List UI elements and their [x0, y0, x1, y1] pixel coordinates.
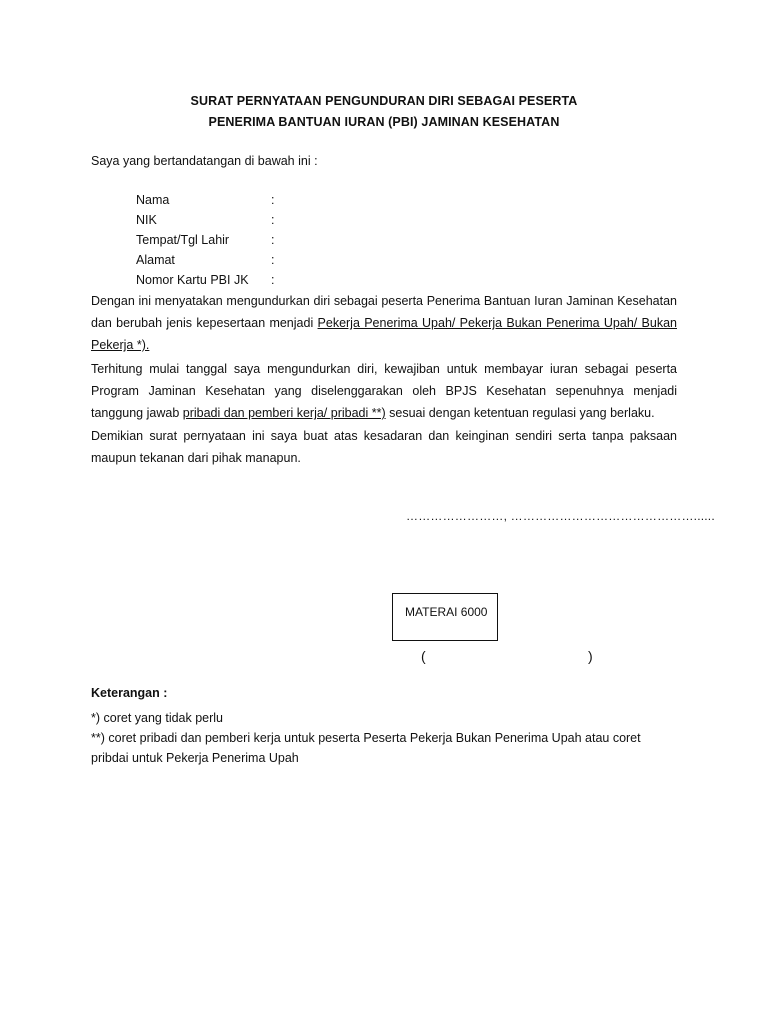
obligation-text: Terhitung mulai tanggal saya mengundurkan diri, kewajiban untuk membayar iuran sebagai peserta Program Jaminan Kesehatan yang diselenggarakan oleh BPJS Kesehatan sepenuhnya menjadi tanggung jawab: [91, 362, 677, 420]
place-date-line: ……………………, ………………………………………......: [406, 509, 715, 523]
field-colon: :: [271, 253, 275, 267]
document-title-line-1: SURAT PERNYATAAN PENGUNDURAN DIRI SEBAGAI PESERTA: [190, 94, 578, 108]
field-label: NIK: [136, 213, 157, 227]
intro-text: Saya yang bertandatangan di bawah ini :: [91, 154, 318, 168]
field-label: Tempat/Tgl Lahir: [136, 233, 230, 247]
obligation-paragraph: [91, 358, 677, 424]
stamp-box: [392, 593, 498, 641]
document-title-line-2: PENERIMA BANTUAN IURAN (PBI) JAMINAN KESEHATAN: [208, 115, 560, 129]
stamp-label: MATERAI 6000: [405, 605, 488, 619]
field-colon: :: [271, 213, 275, 227]
field-row-nama: [136, 193, 436, 213]
field-colon: :: [271, 193, 275, 207]
field-row-tempat-tgl-lahir: [136, 233, 436, 253]
field-row-nik: [136, 213, 436, 233]
identity-fields: [136, 193, 436, 293]
membership-type-options: Pekerja Penerima Upah/ Pekerja Bukan Penerima Upah/ Bukan Pekerja *).: [91, 316, 677, 352]
signature-name-open-paren: (: [421, 648, 426, 664]
notes-title: Keterangan :: [91, 686, 168, 700]
responsibility-options: pribadi dan pemberi kerja/ pribadi **): [182, 406, 386, 420]
note-item: *) coret yang tidak perlu: [91, 711, 224, 725]
field-colon: :: [271, 233, 275, 247]
statement-text: Dengan ini menyatakan mengundurkan diri sebagai peserta Penerima Bantuan Iuran Jaminan Kesehatan dan berubah jenis kepesertaan menjadi: [91, 294, 677, 330]
notes-section: [91, 686, 681, 768]
field-row-alamat: [136, 253, 436, 273]
field-label: Nomor Kartu PBI JK: [136, 273, 249, 287]
closing-paragraph: Demikian surat pernyataan ini saya buat atas kesadaran dan keinginan sendiri serta tanpa paksaan maupun tekanan dari pihak manapun.: [91, 429, 677, 465]
field-label: Alamat: [136, 253, 175, 267]
statement-paragraph: [91, 290, 677, 356]
field-colon: :: [271, 273, 275, 287]
field-label: Nama: [136, 193, 170, 207]
obligation-text-end: sesuai dengan ketentuan regulasi yang berlaku.: [385, 406, 655, 420]
note-item: **) coret pribadi dan pemberi kerja untuk peserta Peserta Pekerja Bukan Penerima Upah atau coret pribdai untuk Pekerja Penerima Upah: [91, 731, 641, 765]
signature-name-close-paren: ): [588, 648, 593, 664]
